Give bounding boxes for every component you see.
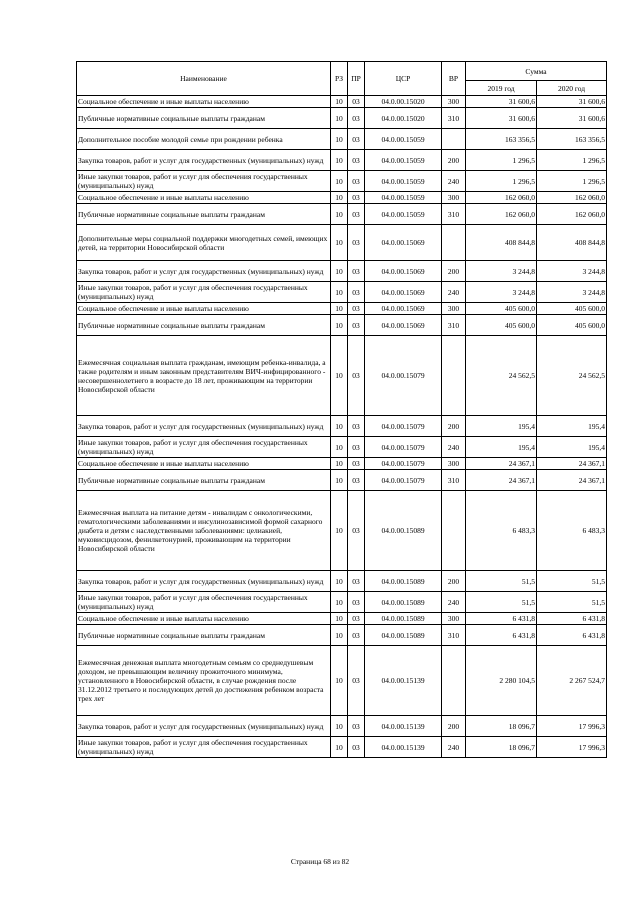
row-name: Иные закупки товаров, работ и услуг для обеспечения государственных (муниципальных) нужд	[77, 592, 331, 613]
row-pr: 03	[348, 458, 365, 470]
row-vr: 300	[442, 96, 466, 108]
row-value-2020: 6 431,8	[537, 613, 607, 625]
row-rz: 10	[331, 491, 348, 571]
row-value-2019: 51,5	[466, 571, 537, 592]
table-row	[77, 315, 607, 336]
table-row	[77, 303, 607, 315]
row-value-2019: 1 296,5	[466, 150, 537, 171]
row-vr	[442, 336, 466, 416]
row-value-2020: 24 562,5	[537, 336, 607, 416]
row-name: Публичные нормативные социальные выплаты гражданам	[77, 108, 331, 129]
row-csr: 04.0.00.15069	[365, 315, 442, 336]
row-value-2019: 1 296,5	[466, 171, 537, 192]
row-vr	[442, 129, 466, 150]
row-value-2019: 405 600,0	[466, 303, 537, 315]
row-rz: 10	[331, 592, 348, 613]
row-name: Закупка товаров, работ и услуг для государственных (муниципальных) нужд	[77, 571, 331, 592]
row-name: Иные закупки товаров, работ и услуг для обеспечения государственных (муниципальных) нужд	[77, 437, 331, 458]
table-row	[77, 150, 607, 171]
row-rz: 10	[331, 150, 348, 171]
row-name: Социальное обеспечение и иные выплаты населению	[77, 613, 331, 625]
row-value-2019: 162 060,0	[466, 192, 537, 204]
row-value-2019: 6 431,8	[466, 613, 537, 625]
row-rz: 10	[331, 96, 348, 108]
table-row	[77, 613, 607, 625]
header-rz: РЗ	[331, 62, 348, 96]
row-value-2020: 24 367,1	[537, 470, 607, 491]
row-name: Публичные нормативные социальные выплаты гражданам	[77, 470, 331, 491]
table-row	[77, 171, 607, 192]
table-row	[77, 458, 607, 470]
table-row	[77, 282, 607, 303]
row-name: Публичные нормативные социальные выплаты гражданам	[77, 204, 331, 225]
table-row	[77, 646, 607, 716]
row-value-2019: 31 600,6	[466, 96, 537, 108]
row-vr	[442, 646, 466, 716]
row-csr: 04.0.00.15079	[365, 458, 442, 470]
row-value-2020: 3 244,8	[537, 261, 607, 282]
row-value-2020: 2 267 524,7	[537, 646, 607, 716]
row-rz: 10	[331, 225, 348, 261]
row-pr: 03	[348, 437, 365, 458]
row-value-2019: 405 600,0	[466, 315, 537, 336]
row-rz: 10	[331, 737, 348, 758]
row-pr: 03	[348, 737, 365, 758]
budget-table	[76, 61, 607, 758]
row-rz: 10	[331, 261, 348, 282]
row-pr: 03	[348, 150, 365, 171]
row-vr	[442, 491, 466, 571]
row-value-2020: 51,5	[537, 571, 607, 592]
row-csr: 04.0.00.15089	[365, 613, 442, 625]
header-vr: ВР	[442, 62, 466, 96]
row-value-2019: 163 356,5	[466, 129, 537, 150]
table-row	[77, 192, 607, 204]
table-row	[77, 108, 607, 129]
row-vr: 310	[442, 470, 466, 491]
table-row	[77, 129, 607, 150]
table-row	[77, 716, 607, 737]
row-pr: 03	[348, 592, 365, 613]
row-vr: 240	[442, 171, 466, 192]
row-name: Ежемесячная выплата на питание детям - инвалидам с онкологическими, гематологическими заболеваниями и инсулинозависимой формой сахарного диабета и детям с наследственными заболеваниями: целиакией, муковисцидозом, фенилкетонурией, проживающим на территории Новосибирской области	[77, 491, 331, 571]
row-csr: 04.0.00.15139	[365, 737, 442, 758]
row-pr: 03	[348, 282, 365, 303]
row-pr: 03	[348, 204, 365, 225]
row-pr: 03	[348, 315, 365, 336]
table-row	[77, 336, 607, 416]
row-pr: 03	[348, 171, 365, 192]
row-csr: 04.0.00.15089	[365, 592, 442, 613]
row-pr: 03	[348, 625, 365, 646]
table-row	[77, 96, 607, 108]
header-pr: ПР	[348, 62, 365, 96]
table-row	[77, 225, 607, 261]
row-vr: 300	[442, 613, 466, 625]
row-vr	[442, 225, 466, 261]
row-value-2019: 3 244,8	[466, 282, 537, 303]
row-vr: 200	[442, 571, 466, 592]
row-vr: 310	[442, 108, 466, 129]
row-rz: 10	[331, 129, 348, 150]
table-row	[77, 470, 607, 491]
row-value-2020: 163 356,5	[537, 129, 607, 150]
row-value-2020: 1 296,5	[537, 171, 607, 192]
row-csr: 04.0.00.15079	[365, 470, 442, 491]
header-year-2019: 2019 год	[466, 81, 537, 96]
row-pr: 03	[348, 96, 365, 108]
row-pr: 03	[348, 192, 365, 204]
row-pr: 03	[348, 261, 365, 282]
row-value-2020: 6 431,8	[537, 625, 607, 646]
row-rz: 10	[331, 204, 348, 225]
row-csr: 04.0.00.15069	[365, 282, 442, 303]
row-value-2020: 405 600,0	[537, 315, 607, 336]
row-vr: 300	[442, 303, 466, 315]
row-vr: 240	[442, 592, 466, 613]
row-rz: 10	[331, 171, 348, 192]
row-rz: 10	[331, 458, 348, 470]
row-rz: 10	[331, 336, 348, 416]
row-name: Закупка товаров, работ и услуг для государственных (муниципальных) нужд	[77, 716, 331, 737]
row-value-2019: 24 562,5	[466, 336, 537, 416]
row-vr: 300	[442, 192, 466, 204]
row-vr: 310	[442, 625, 466, 646]
row-csr: 04.0.00.15089	[365, 491, 442, 571]
row-value-2019: 6 431,8	[466, 625, 537, 646]
row-pr: 03	[348, 225, 365, 261]
row-csr: 04.0.00.15079	[365, 416, 442, 437]
row-csr: 04.0.00.15020	[365, 96, 442, 108]
table-row	[77, 491, 607, 571]
row-name: Иные закупки товаров, работ и услуг для обеспечения государственных (муниципальных) нужд	[77, 737, 331, 758]
row-csr: 04.0.00.15069	[365, 261, 442, 282]
header-sum: Сумма	[466, 62, 607, 81]
row-name: Закупка товаров, работ и услуг для государственных (муниципальных) нужд	[77, 416, 331, 437]
row-rz: 10	[331, 613, 348, 625]
row-vr: 200	[442, 261, 466, 282]
row-value-2020: 408 844,8	[537, 225, 607, 261]
row-pr: 03	[348, 336, 365, 416]
header-csr: ЦСР	[365, 62, 442, 96]
row-csr: 04.0.00.15059	[365, 204, 442, 225]
row-rz: 10	[331, 108, 348, 129]
row-value-2020: 17 996,3	[537, 716, 607, 737]
header-year-2020: 2020 год	[537, 81, 607, 96]
row-value-2020: 195,4	[537, 416, 607, 437]
row-name: Иные закупки товаров, работ и услуг для обеспечения государственных (муниципальных) нужд	[77, 282, 331, 303]
page-number: Страница 68 из 82	[290, 857, 350, 866]
table-row	[77, 625, 607, 646]
row-value-2020: 17 996,3	[537, 737, 607, 758]
row-value-2019: 3 244,8	[466, 261, 537, 282]
row-pr: 03	[348, 571, 365, 592]
row-name: Социальное обеспечение и иные выплаты населению	[77, 458, 331, 470]
row-vr: 240	[442, 737, 466, 758]
row-rz: 10	[331, 282, 348, 303]
row-vr: 310	[442, 204, 466, 225]
row-csr: 04.0.00.15139	[365, 716, 442, 737]
row-value-2019: 6 483,3	[466, 491, 537, 571]
row-value-2020: 31 600,6	[537, 96, 607, 108]
table-row	[77, 737, 607, 758]
row-name: Социальное обеспечение и иные выплаты населению	[77, 192, 331, 204]
row-name: Закупка товаров, работ и услуг для государственных (муниципальных) нужд	[77, 150, 331, 171]
row-name: Дополнительные меры социальной поддержки многодетных семей, имеющих детей, на территории Новосибирской области	[77, 225, 331, 261]
row-value-2020: 195,4	[537, 437, 607, 458]
row-value-2019: 31 600,6	[466, 108, 537, 129]
row-rz: 10	[331, 192, 348, 204]
row-rz: 10	[331, 625, 348, 646]
row-value-2020: 162 060,0	[537, 204, 607, 225]
header-name: Наименование	[77, 62, 331, 96]
row-value-2020: 51,5	[537, 592, 607, 613]
row-csr: 04.0.00.15020	[365, 108, 442, 129]
row-pr: 03	[348, 646, 365, 716]
row-value-2019: 18 096,7	[466, 737, 537, 758]
row-rz: 10	[331, 646, 348, 716]
row-value-2020: 6 483,3	[537, 491, 607, 571]
row-csr: 04.0.00.15069	[365, 303, 442, 315]
row-csr: 04.0.00.15069	[365, 225, 442, 261]
row-rz: 10	[331, 416, 348, 437]
table-row	[77, 416, 607, 437]
row-pr: 03	[348, 108, 365, 129]
table-body	[77, 96, 607, 758]
row-name: Публичные нормативные социальные выплаты гражданам	[77, 625, 331, 646]
row-name: Ежемесячная денежная выплата многодетным семьям со среднедушевым доходом, не превышающим величину прожиточного минимума, установленного в Новосибирской области, в случае рождения после 31.12.2012 третьего и последующих детей до достижения ребенком возраста трех лет	[77, 646, 331, 716]
row-csr: 04.0.00.15079	[365, 336, 442, 416]
row-rz: 10	[331, 716, 348, 737]
row-vr: 240	[442, 282, 466, 303]
table-row	[77, 571, 607, 592]
row-value-2019: 195,4	[466, 416, 537, 437]
row-csr: 04.0.00.15089	[365, 571, 442, 592]
row-csr: 04.0.00.15059	[365, 150, 442, 171]
table-row	[77, 437, 607, 458]
row-name: Ежемесячная социальная выплата гражданам, имеющим ребенка-инвалида, а также родителям и иным законным представителям ВИЧ-инфицированного - несовершеннолетнего в возрасте до 18 лет, проживающим на территории Новосибирской области	[77, 336, 331, 416]
row-value-2019: 195,4	[466, 437, 537, 458]
row-name: Социальное обеспечение и иные выплаты населению	[77, 303, 331, 315]
row-name: Публичные нормативные социальные выплаты гражданам	[77, 315, 331, 336]
row-value-2020: 1 296,5	[537, 150, 607, 171]
row-vr: 200	[442, 416, 466, 437]
table-row	[77, 592, 607, 613]
row-name: Дополнительное пособие молодой семье при рождении ребенка	[77, 129, 331, 150]
row-vr: 200	[442, 150, 466, 171]
row-rz: 10	[331, 303, 348, 315]
row-pr: 03	[348, 129, 365, 150]
table-row	[77, 261, 607, 282]
row-pr: 03	[348, 303, 365, 315]
row-csr: 04.0.00.15059	[365, 192, 442, 204]
row-pr: 03	[348, 470, 365, 491]
row-vr: 300	[442, 458, 466, 470]
row-value-2019: 162 060,0	[466, 204, 537, 225]
row-csr: 04.0.00.15059	[365, 129, 442, 150]
row-vr: 200	[442, 716, 466, 737]
row-csr: 04.0.00.15079	[365, 437, 442, 458]
row-value-2020: 162 060,0	[537, 192, 607, 204]
row-value-2020: 24 367,1	[537, 458, 607, 470]
row-name: Социальное обеспечение и иные выплаты населению	[77, 96, 331, 108]
row-pr: 03	[348, 613, 365, 625]
row-name: Иные закупки товаров, работ и услуг для обеспечения государственных (муниципальных) нужд	[77, 171, 331, 192]
row-vr: 310	[442, 315, 466, 336]
row-vr: 240	[442, 437, 466, 458]
row-csr: 04.0.00.15139	[365, 646, 442, 716]
row-value-2019: 24 367,1	[466, 470, 537, 491]
row-value-2019: 18 096,7	[466, 716, 537, 737]
row-name: Закупка товаров, работ и услуг для государственных (муниципальных) нужд	[77, 261, 331, 282]
row-pr: 03	[348, 716, 365, 737]
row-value-2019: 2 280 104,5	[466, 646, 537, 716]
row-value-2019: 51,5	[466, 592, 537, 613]
row-value-2020: 405 600,0	[537, 303, 607, 315]
row-value-2019: 408 844,8	[466, 225, 537, 261]
row-value-2020: 3 244,8	[537, 282, 607, 303]
table-row	[77, 204, 607, 225]
row-rz: 10	[331, 437, 348, 458]
row-rz: 10	[331, 571, 348, 592]
row-csr: 04.0.00.15089	[365, 625, 442, 646]
row-pr: 03	[348, 491, 365, 571]
row-value-2020: 31 600,6	[537, 108, 607, 129]
row-csr: 04.0.00.15059	[365, 171, 442, 192]
row-rz: 10	[331, 315, 348, 336]
row-pr: 03	[348, 416, 365, 437]
row-rz: 10	[331, 470, 348, 491]
row-value-2019: 24 367,1	[466, 458, 537, 470]
